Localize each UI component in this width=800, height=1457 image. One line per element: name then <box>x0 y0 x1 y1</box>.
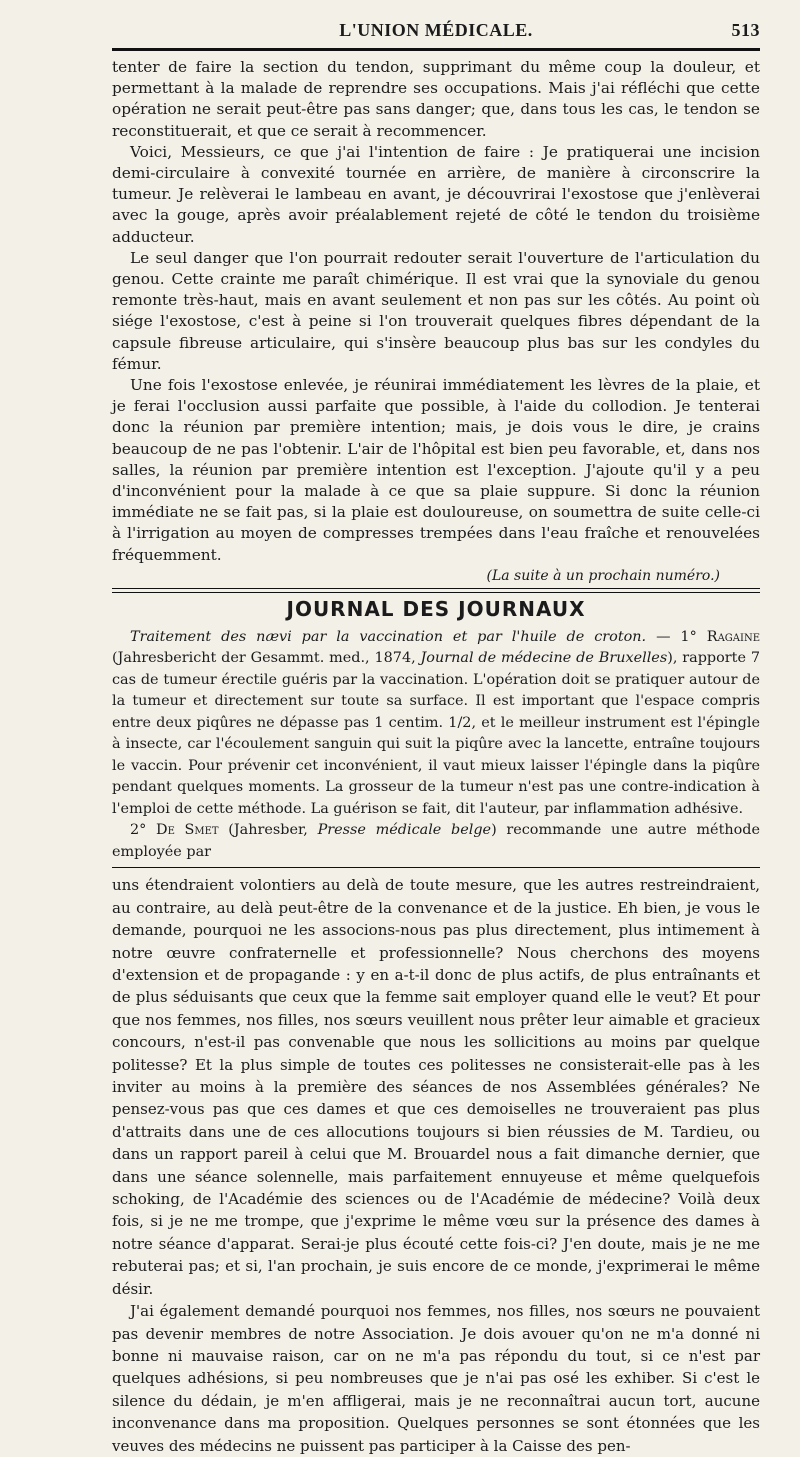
lecture-text <box>112 57 760 566</box>
section-rule-top <box>112 588 760 589</box>
paragraph: tenter de faire la section du tendon, supprimant du même coup la douleur, et permettant à la malade de reprendre ses occupations. Mais j'ai réfléchi que cette opération ne serait peut-être pas sans danger; que, dans tous les cas, le tendon se reconstituerait, et que ce serait à recommencer. <box>112 58 760 140</box>
review-number: — 1° <box>646 628 707 645</box>
review-number: 2° <box>130 822 157 839</box>
page-number: 513 <box>731 20 760 40</box>
review-title: Traitement des nævi par la vaccination et par l'huile de croton. <box>130 628 647 645</box>
author-name: Ragaine <box>706 628 761 645</box>
source-journal: Presse médicale belge <box>317 822 492 839</box>
paragraph: Une fois l'exostose enlevée, je réunirai immédiatement les lèvres de la plaie, et je ferai l'occlusion aussi parfaite que possible, à l'aide du collodion. Je tenterai donc la réunion par première intention; mais, je dois vous le dire, je crains beaucoup de ne pas l'obtenir. L'air de l'hôpital est bien peu favorable, et, dans nos salles, la réunion par première intention est l'exception. J'ajoute qu'il y a peu d'inconvénient pour la malade à ce que sa plaie suppure. Si donc la réunion immédiate ne se fait pas, si la plaie est douloureuse, on soumettra de suite celle-ci à l'irrigation au moyen de compresses trempées dans l'eau fraîche et renouvelées fréquemment. <box>112 376 760 564</box>
paragraph: J'ai également demandé pourquoi nos femmes, nos filles, nos sœurs ne pouvaient pas devenir membres de notre Association. Je dois avouer qu'on ne m'a donné ni bonne ni mauvaise raison, car on ne m'a pas répondu du tout, si ce n'est par quelques adhésions, si peu nombreuses que je n'ai pas osé les exhiber. Si c'est le silence du dédain, je m'en affligerai, mais je ne reconnaîtrai aucun tort, aucune inconvenance dans ma proposition. Quelques personnes se sont étonnées que les veuves des médecins ne puissent pas participer à la Caisse des pen- <box>112 1302 760 1455</box>
review-paragraph-1 <box>112 627 760 821</box>
source-journal: Journal de médecine de Bruxelles <box>420 650 668 667</box>
page <box>112 18 760 1457</box>
journal-title: L'UNION MÉDICALE. <box>339 20 533 40</box>
section-title: JOURNAL DES JOURNAUX <box>286 596 586 621</box>
review-body: ), rapporte 7 cas de tumeur érectile guéris par la vaccination. L'opération doit se pratiquer autour de la tumeur et directement sur toute sa surface. Il est important que l'espace compris entre deux piqûres ne dépasse pas 1 centim. 1/2, et le meilleur instrument est l'épingle à insecte, car l'écoulement sanguin qui suit la piqûre avec la lancette, entraîne toujours le vaccin. Pour prévenir cet inconvénient, il vaut mieux laisser l'épingle dans la piqûre pendant quelques moments. La grosseur de la tumeur n'est pas une contre-indication à l'emploi de cette méthode. La guérison se fait, dit l'auteur, par inflammation adhésive. <box>112 650 760 817</box>
header-rule <box>112 48 760 51</box>
running-header <box>112 18 760 46</box>
association-text <box>112 874 760 1457</box>
paragraph: Le seul danger que l'on pourrait redouter serait l'ouverture de l'articulation du genou. Cette crainte me paraît chimérique. Il est vrai que la synoviale du genou remonte très-haut, mais en avant seulement et non pas sur les côtés. Au point où siége l'exostose, c'est à peine si l'on trouverait quelques fibres dépendant de la capsule fibreuse articulaire, qui s'insère beaucoup plus bas sur les condyles du fémur. <box>112 248 760 373</box>
paragraph: uns étendraient volontiers au delà de toute mesure, que les autres restreindraient, au contraire, au delà peut-être de la convenance et de la justice. Eh bien, je vous le demande, pourquoi ne les associons-nous pas plus directement, plus intimement à notre œuvre confraternelle et professionnelle? Nous cherchons des moyens d'extension et de propagande : y en a-t-il donc de plus actifs, de plus entraînants et de plus séduisants que ceux que la femme sait employer quand elle le veut? Et pour que nos femmes, nos filles, nos sœurs veuillent nous prêter leur aimable et gracieux concours, n'est-il pas convenable que nous les sollicitions au moins par quelque politesse? Et la plus simple de toutes ces politesses ne consisterait-elle pas à les inviter au moins à la première des séances de nos Assemblées générales? Ne pensez-vous pas que ces dames et que ces demoiselles ne trouveraient pas plus d'attraits dans une de ces allocutions toujours si bien réussies de M. Tardieu, ou dans un rapport pareil à celui que M. Brouardel nous a fait dimanche dernier, que dans une séance solennelle, mais parfaitement ennuyeuse et même quelquefois schoking, de l'Académie des sciences ou de l'Académie de médecine? Voilà deux fois, si je ne me trompe, que j'exprime le même vœu sur la présence des dames à notre séance d'apparat. Serai-je plus écouté cette fois-ci? J'en doute, mais je ne me rebuterai pas; et si, l'an prochain, je suis encore de ce monde, j'exprimerai le même désir. <box>112 876 760 1298</box>
continued-note: (La suite à un prochain numéro.) <box>486 567 720 584</box>
review-source: (Jahresber, <box>218 822 318 839</box>
paragraph: Voici, Messieurs, ce que j'ai l'intention de faire : Je pratiquerai une incision demi-circulaire à convexité tournée en arrière, de manière à circonscrire la tumeur. Je relèverai le lambeau en avant, je découvrirai l'exostose que j'enlèverai avec la gouge, après avoir préalablement rejeté de côté le tendon du troisième adducteur. <box>112 142 760 246</box>
author-name: De Smet <box>156 822 219 839</box>
section-rule-bottom <box>112 867 760 868</box>
review-paragraph-2 <box>112 820 760 863</box>
section-rule-top-2 <box>112 592 760 593</box>
review-body: ) recommande une autre méthode employée par <box>112 822 761 860</box>
journal-review-text <box>112 627 760 864</box>
review-source: (Jahresbericht der Gesammt. med., 1874, <box>112 650 421 667</box>
